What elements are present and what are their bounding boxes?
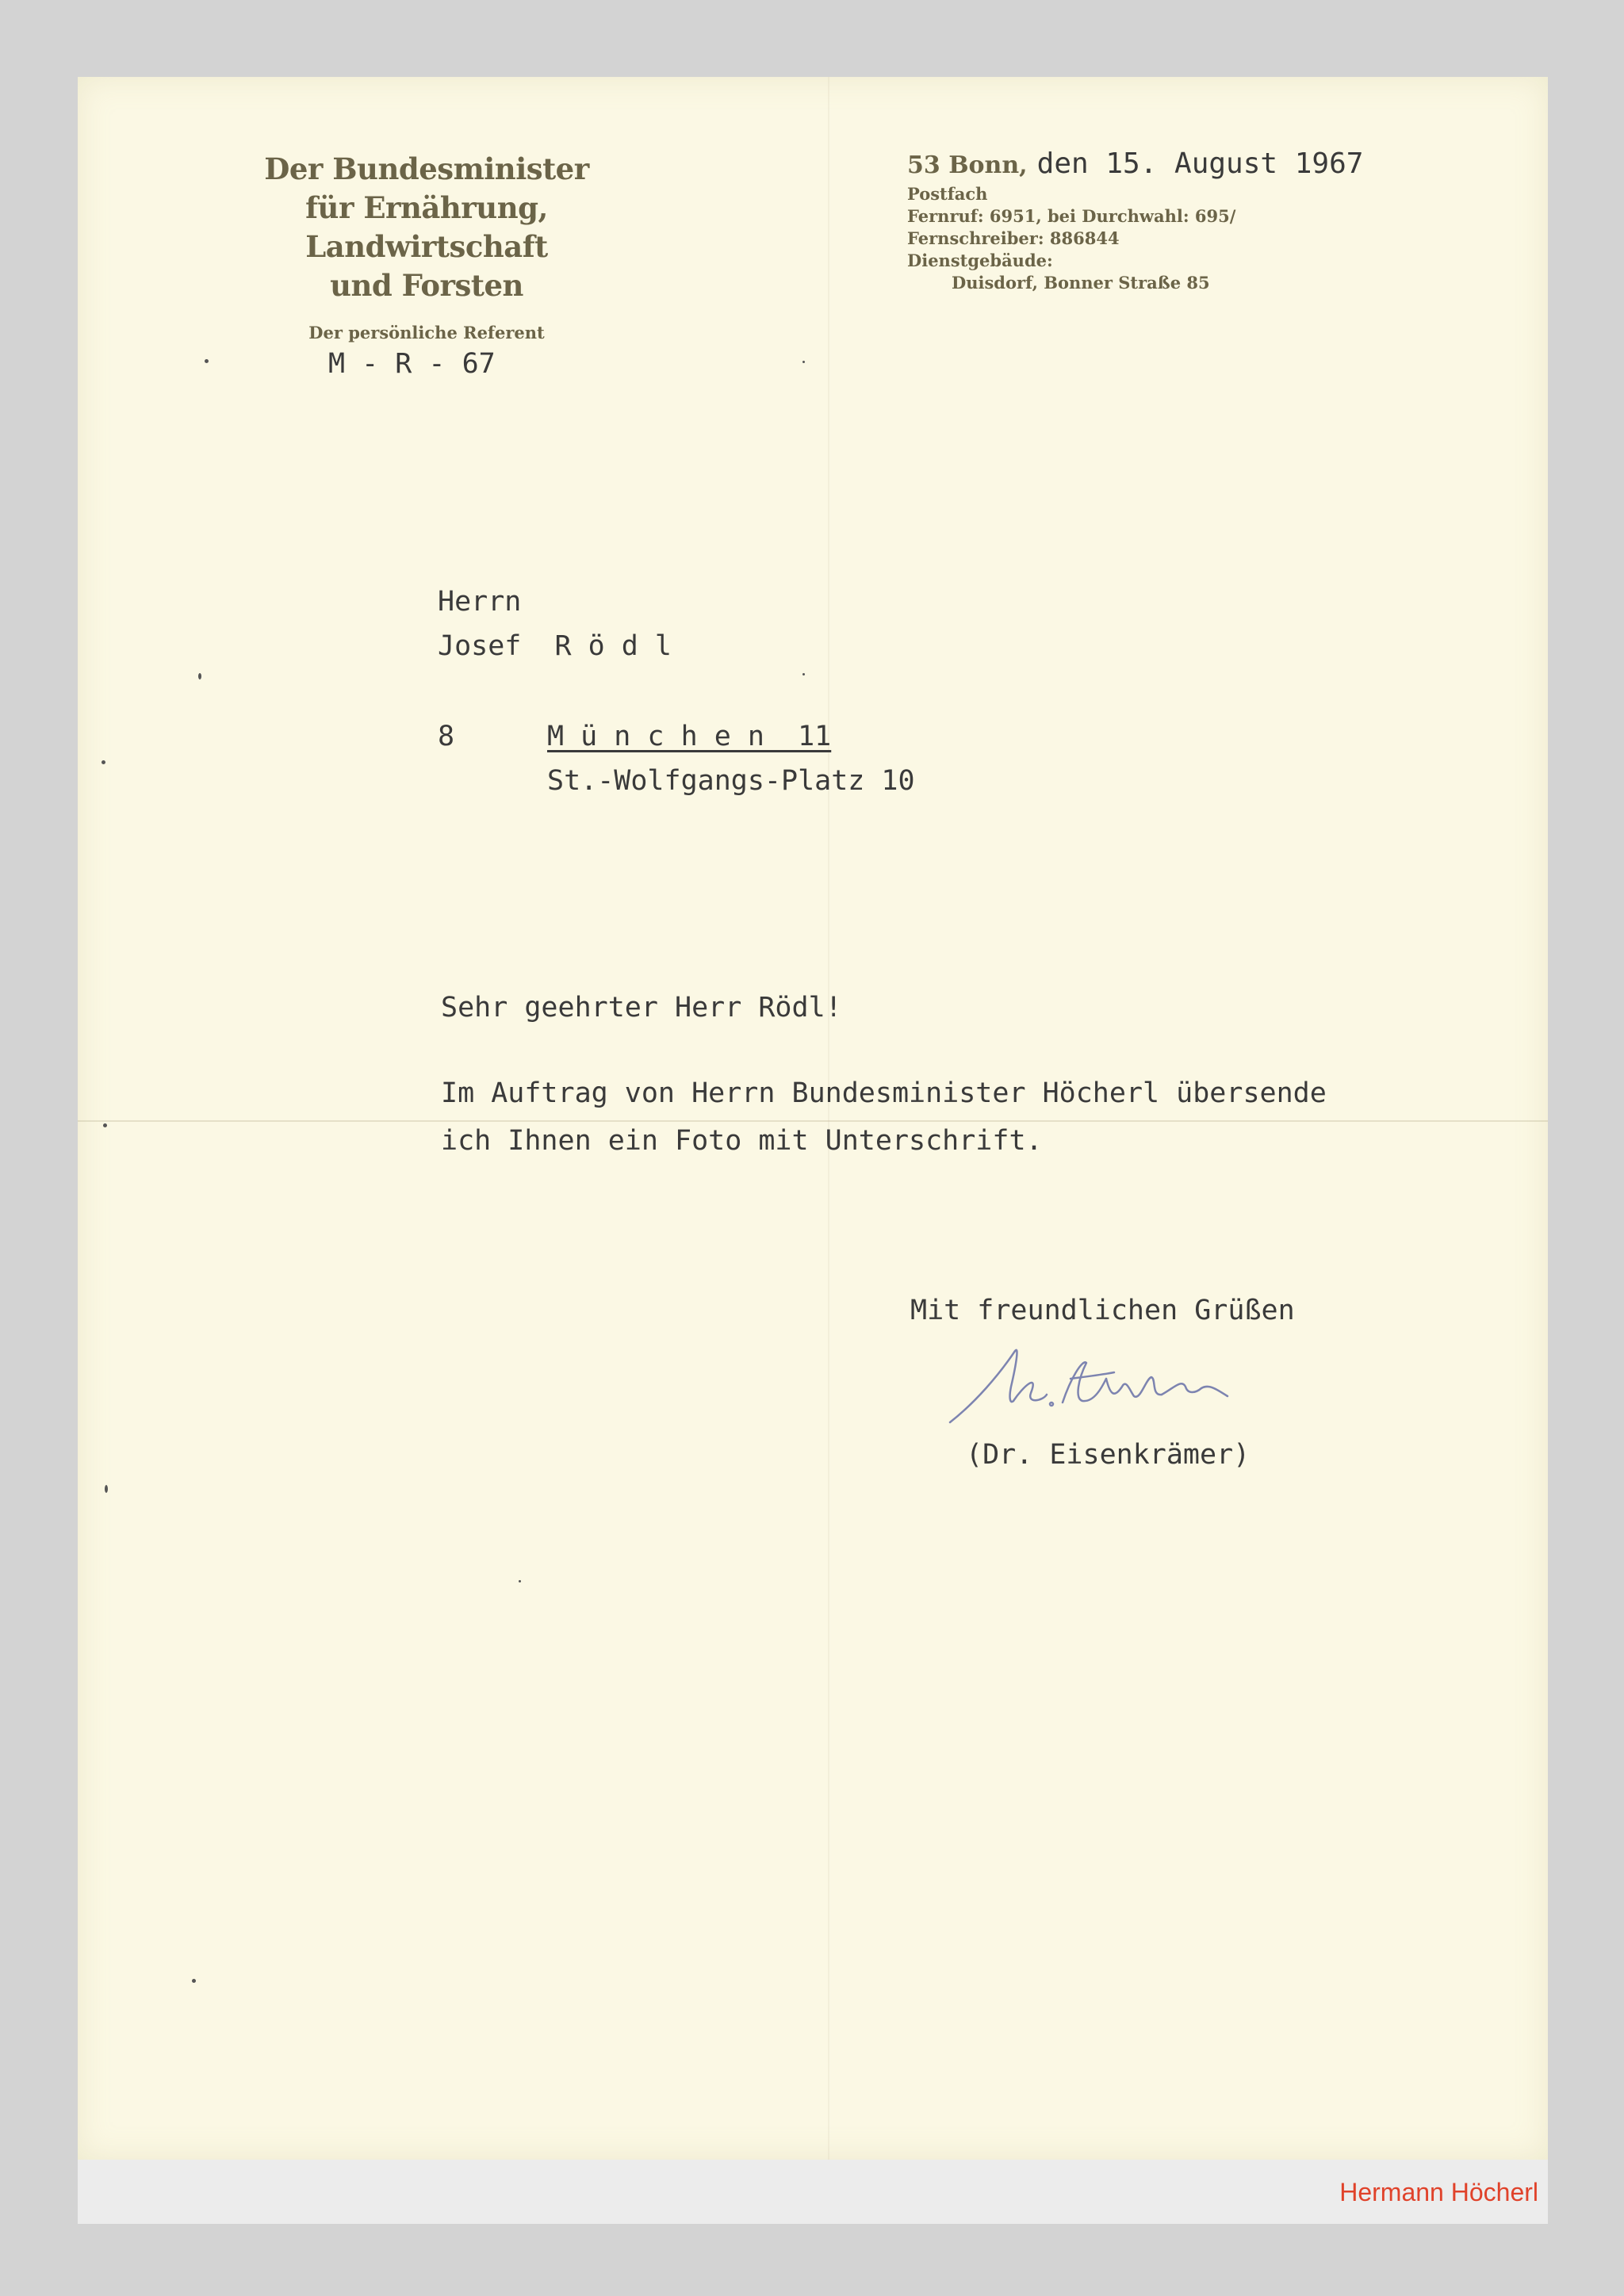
- paper-speck: [802, 673, 805, 675]
- body-line-1: Im Auftrag von Herrn Bundesminister Höcherl übersende: [441, 1077, 1327, 1109]
- signature: [944, 1331, 1229, 1426]
- greeting: Sehr geehrter Herr Rödl!: [441, 992, 842, 1024]
- dienstgebaeude-address: Duisdorf, Bonner Straße 85: [952, 273, 1210, 293]
- letter-paper: [78, 77, 1548, 2160]
- city-label: 53 Bonn,: [907, 151, 1028, 179]
- paper-speck: [198, 673, 201, 679]
- fernruf: Fernruf: 6951, bei Durchwahl: 695/: [907, 206, 1236, 226]
- signer-name: (Dr. Eisenkrämer): [966, 1439, 1251, 1471]
- letterhead-line-3: und Forsten: [330, 268, 523, 303]
- recipient-street: St.-Wolfgangs-Platz 10: [547, 765, 915, 797]
- letterhead-subline: Der persönliche Referent: [308, 323, 545, 342]
- recipient-salutation-line: Herrn: [438, 586, 522, 618]
- letterhead: [197, 150, 657, 342]
- reference-code: M - R - 67: [328, 348, 496, 380]
- credit-label: Hermann Höcherl: [1339, 2178, 1538, 2206]
- letterhead-line-1: Der Bundesminister: [264, 151, 589, 186]
- contact-block: [907, 147, 1363, 294]
- paper-speck: [205, 359, 209, 363]
- paper-speck: [105, 1485, 108, 1493]
- paper-speck: [102, 760, 105, 764]
- fold-line-vertical: [828, 77, 829, 2160]
- letterhead-line-2: für Ernährung, Landwirtschaft: [305, 190, 548, 264]
- postfach: Postfach: [907, 184, 988, 204]
- dienstgebaeude-label: Dienstgebäude:: [907, 251, 1053, 270]
- paper-speck: [192, 1979, 196, 1983]
- closing-regards: Mit freundlichen Grüßen: [910, 1295, 1295, 1326]
- recipient-city: M ü n c h e n 11: [547, 721, 832, 752]
- recipient-postal-code: 8: [438, 721, 455, 752]
- letter-date: den 15. August 1967: [1036, 147, 1364, 180]
- paper-speck: [519, 1580, 521, 1582]
- paper-speck: [103, 1123, 107, 1127]
- place-date: [907, 147, 1363, 183]
- paper-speck: [802, 361, 805, 363]
- body-line-2: ich Ihnen ein Foto mit Unterschrift.: [441, 1125, 1043, 1157]
- fernschreiber: Fernschreiber: 886844: [907, 228, 1120, 248]
- recipient-name: Josef R ö d l: [438, 630, 672, 662]
- fold-line: [78, 1120, 1548, 1122]
